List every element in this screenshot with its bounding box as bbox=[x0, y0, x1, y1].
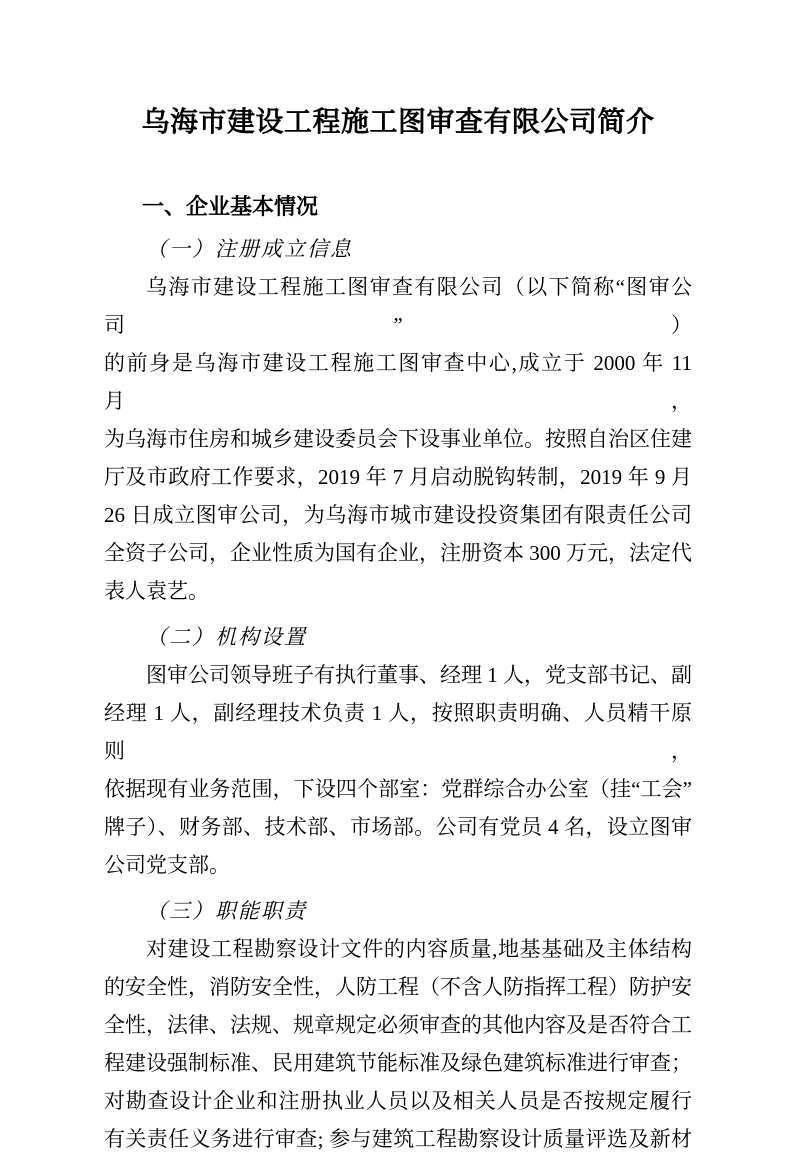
paragraph-line: 厅及市政府工作要求，2019 年 7 月启动脱钩转制，2019 年 9 月 bbox=[104, 465, 692, 489]
paragraph-line: 全资子公司，企业性质为国有企业，注册资本 300 万元，法定代 bbox=[104, 541, 692, 565]
paragraph-line: 的安全性，消防安全性，人防工程（不含人防指挥工程）防护安 bbox=[104, 975, 692, 999]
subsection-heading-duties: （三）职能职责 bbox=[146, 899, 307, 923]
paragraph-line: 图审公司领导班子有执行董事、经理 1 人，党支部书记、副 bbox=[146, 663, 692, 687]
paragraph-line: 26 日成立图审公司，为乌海市城市建设投资集团有限责任公司 bbox=[104, 503, 692, 527]
paragraph-line: 有关责任义务进行审查; 参与建筑工程勘察设计质量评选及新材 bbox=[104, 1127, 692, 1151]
section-heading-basic-info: 一、企业基本情况 bbox=[142, 194, 319, 219]
paragraph-line: 表人袁艺。 bbox=[104, 579, 209, 603]
paragraph-line: 对建设工程勘察设计文件的内容质量,地基基础及主体结构 bbox=[146, 937, 692, 961]
paragraph-line: 的前身是乌海市建设工程施工图审查中心,成立于 2000 年 11 月， bbox=[104, 351, 692, 413]
subsection-heading-registration: （一）注册成立信息 bbox=[146, 237, 353, 261]
paragraph-line: 为乌海市住房和城乡建设委员会下设事业单位。按照自治区住建 bbox=[104, 427, 692, 451]
subsection-heading-organization: （二）机构设置 bbox=[146, 625, 307, 649]
paragraph-line: 程建设强制标准、民用建筑节能标准及绿色建筑标准进行审查； bbox=[104, 1051, 692, 1075]
paragraph-line: 公司党支部。 bbox=[104, 853, 230, 877]
paragraph-line: 经理 1 人，副经理技术负责 1 人，按照职责明确、人员精干原则， bbox=[104, 701, 692, 763]
document-title: 乌海市建设工程施工图审查有限公司简介 bbox=[141, 107, 655, 138]
paragraph-line: 牌子）、财务部、技术部、市场部。公司有党员 4 名，设立图审 bbox=[104, 815, 692, 839]
document-content bbox=[104, 0, 692, 1158]
paragraph-line: 依据现有业务范围，下设四个部室：党群综合办公室（挂“工会” bbox=[104, 777, 692, 801]
paragraph-line: 乌海市建设工程施工图审查有限公司（以下简称“图审公司”） bbox=[104, 275, 692, 337]
paragraph-line: 对勘查设计企业和注册执业人员以及相关人员是否按规定履行 bbox=[104, 1089, 692, 1113]
paragraph-line: 全性，法律、法规、规章规定必须审查的其他内容及是否符合工 bbox=[104, 1013, 692, 1037]
